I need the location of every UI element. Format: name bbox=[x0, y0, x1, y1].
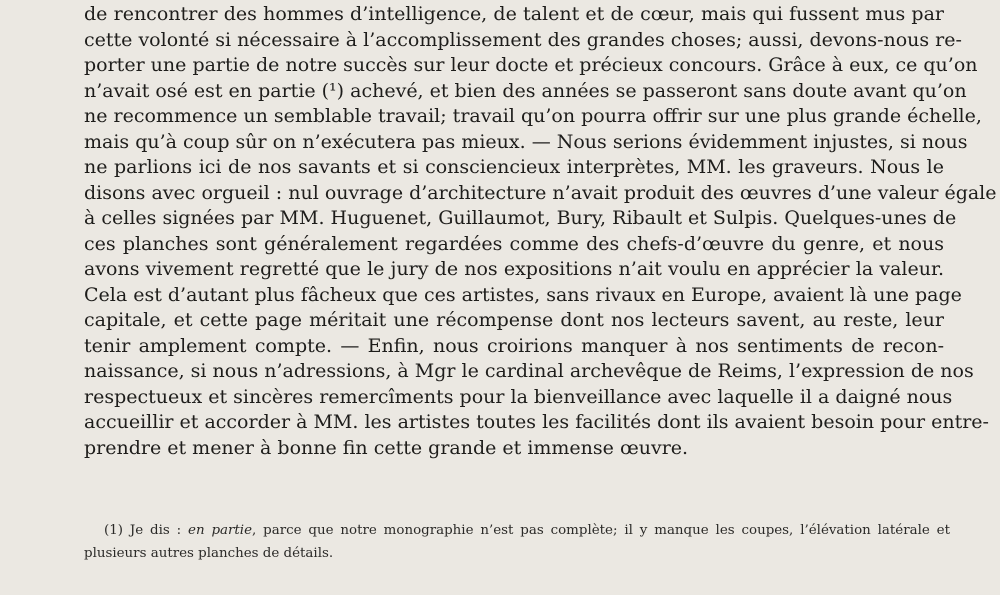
text-line: disons avec orgueil : nul ouvrage d’architecture n’avait produit des œuvres d’une valeur égale bbox=[84, 181, 997, 204]
text-line: mais qu’à coup sûr on n’exécutera pas mieux. — Nous serions évidemment injustes, si nous bbox=[84, 130, 968, 153]
text-line: tenir amplement compte. — Enfin, nous croirions manquer à nos sentiments de recon- bbox=[84, 334, 944, 357]
text-line: Cela est d’autant plus fâcheux que ces artistes, sans rivaux en Europe, avaient là une page bbox=[84, 283, 962, 306]
footnote-line bbox=[84, 519, 950, 542]
footnote bbox=[84, 519, 950, 565]
text-line: naissance, si nous n’adressions, à Mgr le cardinal archevêque de Reims, l’expression de nos bbox=[84, 360, 974, 382]
footnote-emphasis: en partie bbox=[188, 523, 253, 538]
text-line: capitale, et cette page méritait une récompense dont nos lecteurs savent, au reste, leur bbox=[84, 309, 944, 331]
text-line: de rencontrer des hommes d’intelligence, de talent et de cœur, mais qui fussent mus par bbox=[84, 3, 944, 25]
body-text bbox=[84, 2, 997, 461]
footnote-text: , parce que notre monographie n’est pas complète; il y manque les coupes, l’élévation latérale et bbox=[252, 523, 950, 538]
text-line: ne recommence un semblable travail; travail qu’on pourra offrir sur une plus grande échelle, bbox=[84, 105, 982, 127]
footnote-marker: (1) Je dis : bbox=[104, 523, 189, 538]
text-line: ne parlions ici de nos savants et si consciencieux interprètes, MM. les graveurs. Nous le bbox=[84, 156, 944, 178]
text-line: à celles signées par MM. Huguenet, Guillaumot, Bury, Ribault et Sulpis. Quelques-unes de bbox=[84, 207, 957, 229]
text-line: n’avait osé est en partie (¹) achevé, et bien des années se passeront sans doute avant qu’on bbox=[84, 79, 967, 102]
text-line: accueillir et accorder à MM. les artistes toutes les facilités dont ils avaient besoin pour entre- bbox=[84, 411, 989, 433]
text-line: ces planches sont généralement regardées comme des chefs-d’œuvre du genre, et nous bbox=[84, 232, 944, 255]
text-line-last: prendre et mener à bonne fin cette grande et immense œuvre. bbox=[84, 436, 689, 459]
text-line: avons vivement regretté que le jury de nos expositions n’ait voulu en apprécier la valeur. bbox=[84, 258, 944, 280]
text-line: respectueux et sincères remercîments pour la bienveillance avec laquelle il a daigné nous bbox=[84, 385, 953, 408]
footnote-line-2: plusieurs autres planches de détails. bbox=[84, 546, 334, 561]
text-line: porter une partie de notre succès sur leur docte et précieux concours. Grâce à eux, ce qu’on bbox=[84, 54, 978, 76]
text-line: cette volonté si nécessaire à l’accomplissement des grandes choses; aussi, devons-nous re- bbox=[84, 28, 962, 51]
